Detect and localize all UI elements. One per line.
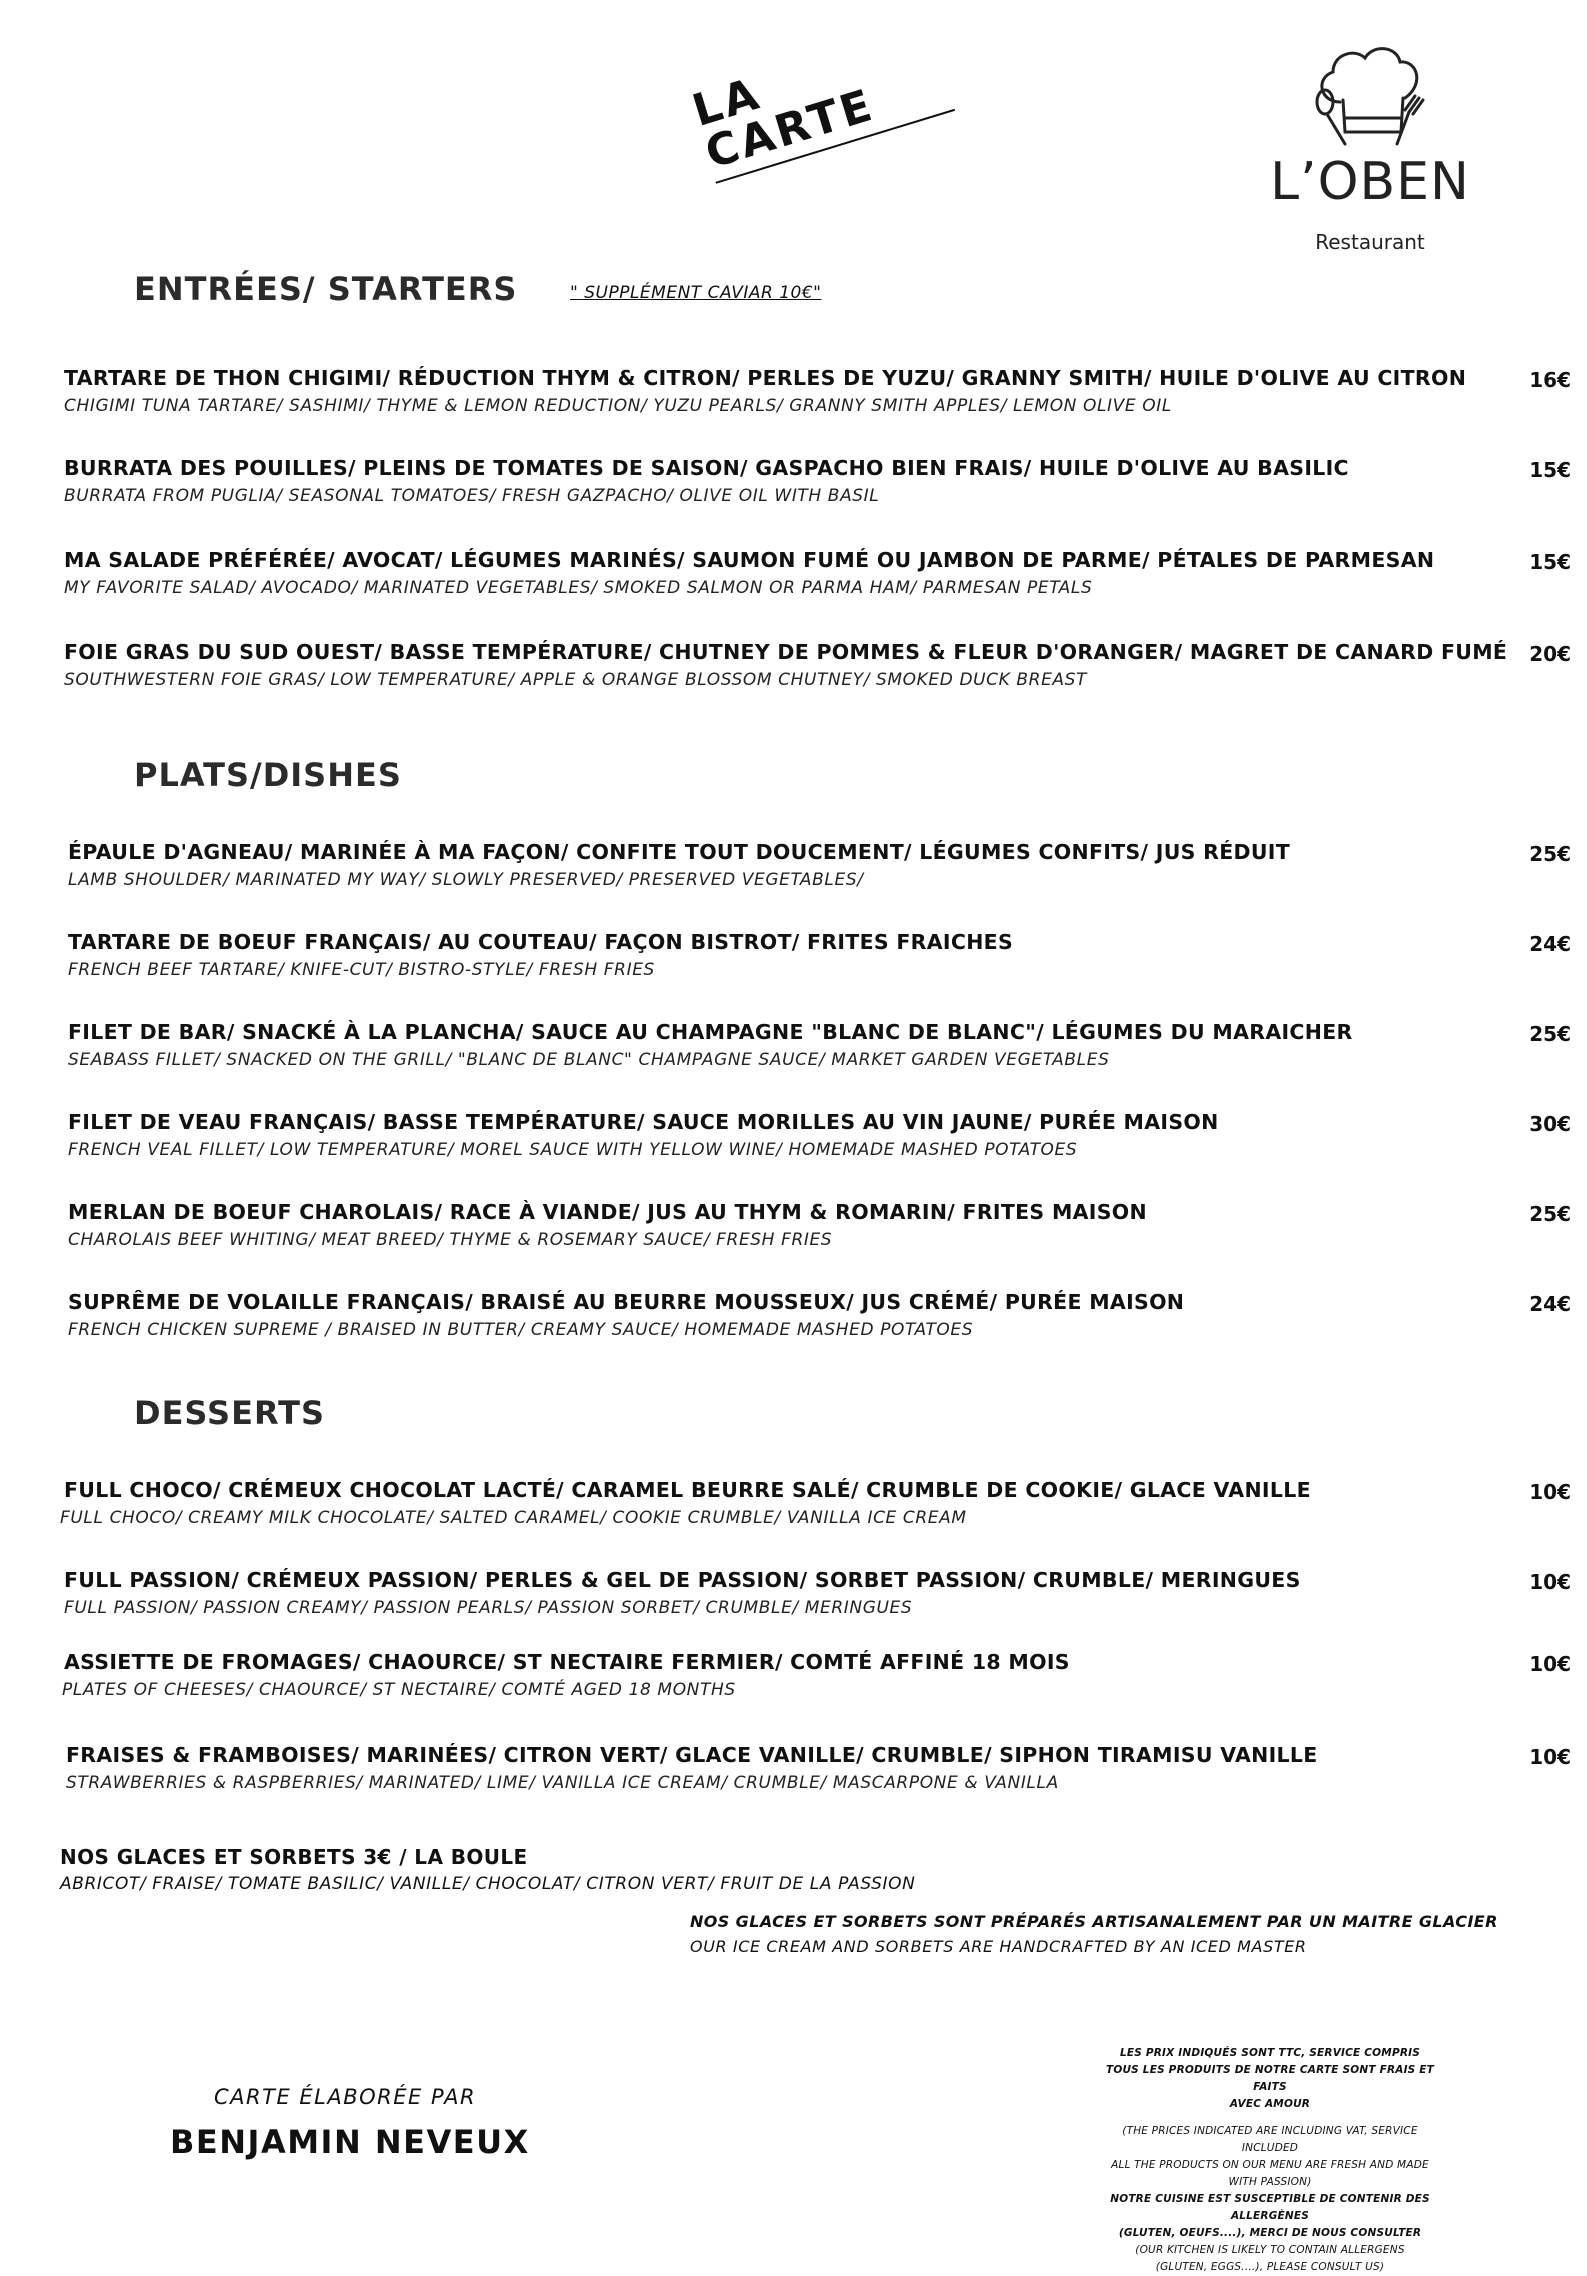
note-line: (OUR KITCHEN IS LIKELY TO CONTAIN ALLERGENS bbox=[1135, 2244, 1405, 2256]
item-name-en: FRENCH VEAL FILLET/ LOW TEMPERATURE/ MOREL SAUCE WITH YELLOW WINE/ HOMEMADE MASHED POTATOES bbox=[68, 1140, 1078, 1160]
menu-item bbox=[0, 640, 1587, 700]
item-name-fr: SUPRÊME DE VOLAILLE FRANÇAIS/ BRAISÉ AU BEURRE MOUSSEUX/ JUS CRÉMÉ/ PURÉE MAISON bbox=[68, 1290, 1185, 1314]
menu-item bbox=[0, 366, 1587, 426]
chef-hat-fork-spoon-icon bbox=[1305, 40, 1435, 150]
dishes-heading: PLATS/DISHES bbox=[134, 756, 402, 794]
item-price: 10€ bbox=[1529, 1745, 1571, 1769]
menu-item bbox=[0, 548, 1587, 608]
item-name-fr: ÉPAULE D'AGNEAU/ MARINÉE À MA FAÇON/ CONFITE TOUT DOUCEMENT/ LÉGUMES CONFITS/ JUS RÉDUIT bbox=[68, 840, 1291, 864]
item-name-fr: TARTARE DE THON CHIGIMI/ RÉDUCTION THYM & CITRON/ PERLES DE YUZU/ GRANNY SMITH/ HUILE D'OLIVE AU CITRON bbox=[64, 366, 1467, 390]
menu-item bbox=[0, 1020, 1587, 1080]
note-line: ALL THE PRODUCTS ON OUR MENU ARE FRESH AND MADE WITH PASSION) bbox=[1111, 2159, 1429, 2188]
ice-cream-flavours: ABRICOT/ FRAISE/ TOMATE BASILIC/ VANILLE/ CHOCOLAT/ CITRON VERT/ FRUIT DE LA PASSION bbox=[60, 1874, 916, 1894]
note-line: (GLUTEN, OEUFS....), MERCI DE NOUS CONSULTER bbox=[1118, 2227, 1422, 2239]
item-price: 30€ bbox=[1529, 1112, 1571, 1136]
item-name-en: SOUTHWESTERN FOIE GRAS/ LOW TEMPERATURE/ APPLE & ORANGE BLOSSOM CHUTNEY/ SMOKED DUCK BREAST bbox=[64, 670, 1088, 690]
note-line: AVEC AMOUR bbox=[1229, 2098, 1311, 2110]
menu-item bbox=[0, 1743, 1587, 1803]
item-price: 10€ bbox=[1529, 1652, 1571, 1676]
item-price: 10€ bbox=[1529, 1480, 1571, 1504]
item-price: 10€ bbox=[1529, 1570, 1571, 1594]
item-price: 24€ bbox=[1529, 1292, 1571, 1316]
menu-item bbox=[0, 1478, 1587, 1538]
item-price: 25€ bbox=[1529, 842, 1571, 866]
item-price: 16€ bbox=[1529, 368, 1571, 392]
item-name-fr: TARTARE DE BOEUF FRANÇAIS/ AU COUTEAU/ FAÇON BISTROT/ FRITES FRAICHES bbox=[68, 930, 1014, 954]
item-price: 15€ bbox=[1529, 550, 1571, 574]
item-price: 15€ bbox=[1529, 458, 1571, 482]
item-name-fr: FILET DE BAR/ SNACKÉ À LA PLANCHA/ SAUCE AU CHAMPAGNE "BLANC DE BLANC"/ LÉGUMES DU MARAICHER bbox=[68, 1020, 1353, 1044]
note-line: (THE PRICES INDICATED ARE INCLUDING VAT, SERVICE INCLUDED bbox=[1122, 2125, 1418, 2154]
artisan-note-fr: NOS GLACES ET SORBETS SONT PRÉPARÉS ARTISANALEMENT PAR UN MAITRE GLACIER bbox=[690, 1912, 1498, 1931]
item-name-en: PLATES OF CHEESES/ CHAOURCE/ ST NECTAIRE/ COMTÉ AGED 18 MONTHS bbox=[62, 1680, 736, 1700]
item-name-en: FULL PASSION/ PASSION CREAMY/ PASSION PEARLS/ PASSION SORBET/ CRUMBLE/ MERINGUES bbox=[64, 1598, 913, 1618]
item-price: 20€ bbox=[1529, 642, 1571, 666]
restaurant-subtitle: Restaurant bbox=[1315, 230, 1425, 254]
item-name-en: CHAROLAIS BEEF WHITING/ MEAT BREED/ THYME & ROSEMARY SAUCE/ FRESH FRIES bbox=[68, 1230, 833, 1250]
legal-notes bbox=[1100, 2045, 1440, 2276]
item-name-en: BURRATA FROM PUGLIA/ SEASONAL TOMATOES/ FRESH GAZPACHO/ OLIVE OIL WITH BASIL bbox=[64, 486, 880, 506]
note-line: NOTRE CUISINE EST SUSCEPTIBLE DE CONTENIR DES ALLERGÈNES bbox=[1110, 2193, 1430, 2222]
restaurant-logo bbox=[1270, 40, 1470, 260]
menu-title-block bbox=[688, 19, 955, 184]
chef-name: BENJAMIN NEVEUX bbox=[170, 2123, 530, 2161]
ice-cream-price: NOS GLACES ET SORBETS 3€ / LA BOULE bbox=[60, 1845, 528, 1869]
item-name-fr: FRAISES & FRAMBOISES/ MARINÉES/ CITRON VERT/ GLACE VANILLE/ CRUMBLE/ SIPHON TIRAMISU VANILLE bbox=[66, 1743, 1318, 1767]
item-name-en: CHIGIMI TUNA TARTARE/ SASHIMI/ THYME & LEMON REDUCTION/ YUZU PEARLS/ GRANNY SMITH APPLES/ LEMON OLIVE OIL bbox=[64, 396, 1172, 416]
item-name-en: STRAWBERRIES & RASPBERRIES/ MARINATED/ LIME/ VANILLA ICE CREAM/ CRUMBLE/ MASCARPONE & VANILLA bbox=[66, 1773, 1059, 1793]
item-name-en: FRENCH CHICKEN SUPREME / BRAISED IN BUTTER/ CREAMY SAUCE/ HOMEMADE MASHED POTATOES bbox=[68, 1320, 974, 1340]
menu-item bbox=[0, 1290, 1587, 1350]
menu-item bbox=[0, 1568, 1587, 1628]
item-name-fr: FILET DE VEAU FRANÇAIS/ BASSE TEMPÉRATURE/ SAUCE MORILLES AU VIN JAUNE/ PURÉE MAISON bbox=[68, 1110, 1219, 1134]
item-name-en: FULL CHOCO/ CREAMY MILK CHOCOLATE/ SALTED CARAMEL/ COOKIE CRUMBLE/ VANILLA ICE CREAM bbox=[60, 1508, 967, 1528]
item-name-fr: FOIE GRAS DU SUD OUEST/ BASSE TEMPÉRATURE/ CHUTNEY DE POMMES & FLEUR D'ORANGER/ MAGRET DE CANARD FUMÉ bbox=[64, 640, 1508, 664]
item-name-fr: BURRATA DES POUILLES/ PLEINS DE TOMATES DE SAISON/ GASPACHO BIEN FRAIS/ HUILE D'OLIVE AU BASILIC bbox=[64, 456, 1349, 480]
item-name-en: LAMB SHOULDER/ MARINATED MY WAY/ SLOWLY PRESERVED/ PRESERVED VEGETABLES/ bbox=[68, 870, 864, 890]
note-line: TOUS LES PRODUITS DE NOTRE CARTE SONT FRAIS ET FAITS bbox=[1105, 2064, 1435, 2093]
menu-item bbox=[0, 1200, 1587, 1260]
starters-heading: ENTRÉES/ STARTERS bbox=[134, 270, 518, 308]
item-name-en: FRENCH BEEF TARTARE/ KNIFE-CUT/ BISTRO-STYLE/ FRESH FRIES bbox=[68, 960, 655, 980]
item-name-fr: MA SALADE PRÉFÉRÉE/ AVOCAT/ LÉGUMES MARINÉS/ SAUMON FUMÉ OU JAMBON DE PARME/ PÉTALES DE PARMESAN bbox=[64, 548, 1435, 572]
item-name-fr: FULL CHOCO/ CRÉMEUX CHOCOLAT LACTÉ/ CARAMEL BEURRE SALÉ/ CRUMBLE DE COOKIE/ GLACE VANILLE bbox=[64, 1478, 1311, 1502]
menu-item bbox=[0, 1110, 1587, 1170]
caviar-supplement: " SUPPLÉMENT CAVIAR 10€" bbox=[570, 283, 822, 303]
item-price: 25€ bbox=[1529, 1202, 1571, 1226]
menu-title: LA CARTE bbox=[686, 68, 881, 180]
menu-item bbox=[0, 1650, 1587, 1710]
restaurant-name: L’OBEN bbox=[1270, 152, 1470, 212]
item-name-fr: FULL PASSION/ CRÉMEUX PASSION/ PERLES & GEL DE PASSION/ SORBET PASSION/ CRUMBLE/ MERINGUES bbox=[64, 1568, 1301, 1592]
note-line: LES PRIX INDIQUÉS SONT TTC, SERVICE COMPRIS bbox=[1119, 2047, 1420, 2059]
menu-item bbox=[0, 840, 1587, 900]
item-price: 24€ bbox=[1529, 932, 1571, 956]
item-price: 25€ bbox=[1529, 1022, 1571, 1046]
artisan-note-en: OUR ICE CREAM AND SORBETS ARE HANDCRAFTED BY AN ICED MASTER bbox=[690, 1937, 1307, 1956]
menu-item bbox=[0, 456, 1587, 516]
desserts-heading: DESSERTS bbox=[134, 1394, 326, 1432]
menu-item bbox=[0, 930, 1587, 990]
item-name-fr: ASSIETTE DE FROMAGES/ CHAOURCE/ ST NECTAIRE FERMIER/ COMTÉ AFFINÉ 18 MOIS bbox=[64, 1650, 1070, 1674]
note-line: (GLUTEN, EGGS....), PLEASE CONSULT US) bbox=[1155, 2261, 1385, 2273]
item-name-en: SEABASS FILLET/ SNACKED ON THE GRILL/ "BLANC DE BLANC" CHAMPAGNE SAUCE/ MARKET GARDEN VEGETABLES bbox=[68, 1050, 1110, 1070]
item-name-fr: MERLAN DE BOEUF CHAROLAIS/ RACE À VIANDE/ JUS AU THYM & ROMARIN/ FRITES MAISON bbox=[68, 1200, 1147, 1224]
item-name-en: MY FAVORITE SALAD/ AVOCADO/ MARINATED VEGETABLES/ SMOKED SALMON OR PARMA HAM/ PARMESAN PETALS bbox=[64, 578, 1093, 598]
carte-by-label: CARTE ÉLABORÉE PAR bbox=[214, 2085, 477, 2109]
